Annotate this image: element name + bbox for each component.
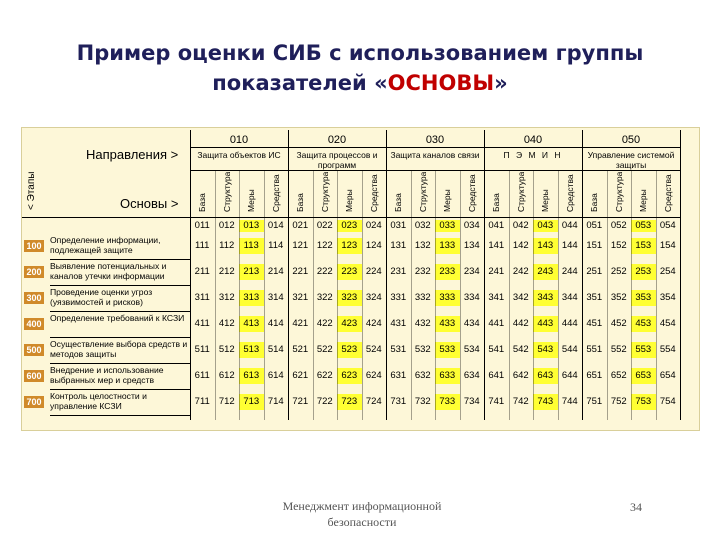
cell-154: 154: [659, 240, 676, 251]
sub-label-034: Средства: [466, 174, 477, 212]
cell-551: 551: [586, 344, 603, 355]
cell-232: 232: [414, 266, 431, 277]
sub-label-022: Структура: [319, 172, 330, 212]
row-label-400: Определение требований к КСЗИ: [50, 313, 185, 323]
cell-214: 214: [267, 266, 284, 277]
cell-744: 744: [561, 396, 578, 407]
cell-711: 711: [194, 396, 210, 407]
column-code-034: 034: [463, 220, 480, 231]
cell-522: 522: [316, 344, 333, 355]
row-label-100: Определение информации, подлежащей защите: [50, 235, 161, 255]
directions-label: Направления >: [86, 147, 179, 162]
row-label-200: Выявление потенциальных и каналов утечки информации: [50, 261, 167, 281]
column-code-013: 013: [239, 220, 264, 232]
row-code-200: 200: [24, 266, 44, 278]
cell-553: 553: [631, 342, 656, 358]
column-code-052: 052: [610, 220, 627, 231]
sub-label-042: Структура: [515, 172, 526, 212]
cell-633: 633: [435, 368, 460, 384]
cell-121: 121: [292, 240, 309, 251]
sub-label-031: База: [393, 193, 403, 212]
column-separator: [509, 170, 510, 420]
cell-213: 213: [239, 264, 264, 280]
cell-754: 754: [659, 396, 676, 407]
column-code-042: 042: [512, 220, 529, 231]
cell-323: 323: [337, 290, 362, 306]
stages-label: < Этапы: [26, 171, 37, 210]
column-separator: [558, 170, 559, 420]
column-code-054: 054: [659, 220, 676, 231]
row-code-500: 500: [24, 344, 44, 356]
sub-label-014: Средства: [270, 174, 281, 212]
group-name-030: Защита каналов связи: [390, 150, 480, 160]
sub-label-041: База: [491, 193, 501, 212]
cell-421: 421: [292, 318, 309, 329]
cell-521: 521: [292, 344, 309, 355]
cell-151: 151: [586, 240, 603, 251]
cell-354: 354: [659, 292, 676, 303]
cell-511: 511: [194, 344, 210, 355]
cell-152: 152: [610, 240, 627, 251]
column-code-043: 043: [533, 220, 558, 232]
cell-331: 331: [390, 292, 407, 303]
sub-label-023: Меры: [344, 189, 354, 212]
cell-352: 352: [610, 292, 627, 303]
cell-414: 414: [267, 318, 284, 329]
cell-622: 622: [316, 370, 333, 381]
cell-723: 723: [337, 394, 362, 410]
row-code-100: 100: [24, 240, 44, 252]
cell-532: 532: [414, 344, 431, 355]
bases-label: Основы >: [120, 196, 179, 211]
cell-222: 222: [316, 266, 333, 277]
cell-734: 734: [463, 396, 480, 407]
sub-label-053: Меры: [638, 189, 648, 212]
cell-524: 524: [365, 344, 382, 355]
cell-741: 741: [488, 396, 505, 407]
row-code-600: 600: [24, 370, 44, 382]
cell-252: 252: [610, 266, 627, 277]
cell-344: 344: [561, 292, 578, 303]
cell-334: 334: [463, 292, 480, 303]
cell-411: 411: [194, 318, 210, 329]
sub-label-032: Структура: [417, 172, 428, 212]
column-code-011: 011: [194, 220, 210, 231]
row-rule-600: [50, 389, 190, 390]
cell-751: 751: [586, 396, 603, 407]
cell-141: 141: [488, 240, 505, 251]
cell-424: 424: [365, 318, 382, 329]
cell-451: 451: [586, 318, 603, 329]
cell-253: 253: [631, 264, 656, 280]
cell-732: 732: [414, 396, 431, 407]
cell-111: 111: [195, 240, 210, 251]
cell-134: 134: [463, 240, 480, 251]
row-code-400: 400: [24, 318, 44, 330]
cell-454: 454: [659, 318, 676, 329]
cell-442: 442: [512, 318, 529, 329]
cell-223: 223: [337, 264, 362, 280]
column-separator: [582, 130, 583, 420]
cell-552: 552: [610, 344, 627, 355]
cell-324: 324: [365, 292, 382, 303]
cell-724: 724: [365, 396, 382, 407]
cell-133: 133: [435, 238, 460, 254]
cell-322: 322: [316, 292, 333, 303]
group-code-020: 020: [327, 134, 347, 146]
column-separator: [680, 130, 681, 420]
cell-231: 231: [390, 266, 407, 277]
cell-113: 113: [239, 238, 264, 254]
cell-311: 311: [194, 292, 210, 303]
cell-752: 752: [610, 396, 627, 407]
cell-153: 153: [631, 238, 656, 254]
column-separator: [631, 170, 632, 420]
column-code-014: 014: [267, 220, 284, 231]
cell-434: 434: [463, 318, 480, 329]
cell-254: 254: [659, 266, 676, 277]
cell-142: 142: [512, 240, 529, 251]
cell-342: 342: [512, 292, 529, 303]
cell-631: 631: [390, 370, 407, 381]
cell-611: 611: [194, 370, 210, 381]
column-separator: [313, 170, 314, 420]
column-separator: [386, 130, 387, 420]
group-name-010: Защита объектов ИС: [197, 150, 281, 160]
cell-653: 653: [631, 368, 656, 384]
row-rule-500: [50, 363, 190, 364]
cell-433: 433: [435, 316, 460, 332]
cell-423: 423: [337, 316, 362, 332]
cell-651: 651: [586, 370, 603, 381]
cell-243: 243: [533, 264, 558, 280]
column-code-032: 032: [414, 220, 431, 231]
cell-221: 221: [292, 266, 309, 277]
cell-541: 541: [488, 344, 505, 355]
row-label-600: Внедрение и использование выбранных мер и средств: [50, 365, 164, 385]
cell-712: 712: [218, 396, 235, 407]
sub-label-011: База: [197, 193, 207, 212]
cell-211: 211: [194, 266, 210, 277]
column-separator: [239, 170, 240, 420]
cell-413: 413: [239, 316, 264, 332]
sub-label-054: Средства: [662, 174, 673, 212]
row-label-700: Контроль целостности и управление КСЗИ: [50, 391, 147, 411]
cell-513: 513: [239, 342, 264, 358]
cell-452: 452: [610, 318, 627, 329]
cell-132: 132: [414, 240, 431, 251]
row-label-300: Проведение оценки угроз (уязвимостей и рисков): [50, 287, 153, 307]
sub-label-051: База: [589, 193, 599, 212]
cell-224: 224: [365, 266, 382, 277]
cell-512: 512: [218, 344, 235, 355]
column-separator: [264, 170, 265, 420]
column-code-023: 023: [337, 220, 362, 232]
cell-234: 234: [463, 266, 480, 277]
cell-143: 143: [533, 238, 558, 254]
cell-122: 122: [316, 240, 333, 251]
sub-label-044: Средства: [564, 174, 575, 212]
sub-label-024: Средства: [368, 174, 379, 212]
row-rule-400: [50, 337, 190, 338]
group-code-050: 050: [621, 134, 641, 146]
cell-431: 431: [390, 318, 407, 329]
cell-554: 554: [659, 344, 676, 355]
cell-654: 654: [659, 370, 676, 381]
column-separator: [288, 130, 289, 420]
column-code-031: 031: [390, 220, 407, 231]
cell-641: 641: [488, 370, 505, 381]
cell-333: 333: [435, 290, 460, 306]
cell-251: 251: [586, 266, 603, 277]
cell-144: 144: [561, 240, 578, 251]
cell-731: 731: [390, 396, 407, 407]
column-code-024: 024: [365, 220, 382, 231]
cell-621: 621: [292, 370, 309, 381]
sub-label-012: Структура: [221, 172, 232, 212]
cell-453: 453: [631, 316, 656, 332]
title-line-2: показателей «ОСНОВЫ»: [212, 71, 508, 95]
cell-531: 531: [390, 344, 407, 355]
cell-642: 642: [512, 370, 529, 381]
sub-label-021: База: [295, 193, 305, 212]
cell-341: 341: [488, 292, 505, 303]
group-name-020: Защита процессов и программ: [296, 150, 378, 170]
row-code-300: 300: [24, 292, 44, 304]
cell-412: 412: [218, 318, 235, 329]
cell-714: 714: [267, 396, 284, 407]
column-code-051: 051: [586, 220, 603, 231]
cell-612: 612: [218, 370, 235, 381]
column-separator: [533, 170, 534, 420]
cell-351: 351: [586, 292, 603, 303]
title-highlight: ОСНОВЫ: [387, 71, 495, 95]
row-rule-100: [50, 259, 190, 260]
column-separator: [190, 130, 191, 420]
sub-label-052: Структура: [613, 172, 624, 212]
column-separator: [215, 170, 216, 420]
column-separator: [656, 170, 657, 420]
cell-212: 212: [218, 266, 235, 277]
cell-332: 332: [414, 292, 431, 303]
cell-441: 441: [488, 318, 505, 329]
column-separator: [337, 170, 338, 420]
column-separator: [484, 130, 485, 420]
cell-124: 124: [365, 240, 382, 251]
slide-title: [60, 38, 660, 98]
cell-753: 753: [631, 394, 656, 410]
row-rule-700: [50, 415, 190, 416]
cell-112: 112: [219, 240, 235, 251]
column-separator: [460, 170, 461, 420]
column-code-044: 044: [561, 220, 578, 231]
cell-721: 721: [292, 396, 309, 407]
cell-624: 624: [365, 370, 382, 381]
column-separator: [362, 170, 363, 420]
cell-733: 733: [435, 394, 460, 410]
cell-644: 644: [561, 370, 578, 381]
cell-314: 314: [267, 292, 284, 303]
cell-321: 321: [292, 292, 309, 303]
cell-623: 623: [337, 368, 362, 384]
cell-312: 312: [218, 292, 235, 303]
column-separator: [435, 170, 436, 420]
cell-643: 643: [533, 368, 558, 384]
cell-422: 422: [316, 318, 333, 329]
group-code-030: 030: [425, 134, 445, 146]
cell-542: 542: [512, 344, 529, 355]
group-name-040: П Э М И Н: [503, 150, 563, 160]
footer-text: Менеджмент информационной безопасности: [282, 499, 442, 529]
column-code-012: 012: [218, 220, 235, 231]
cell-544: 544: [561, 344, 578, 355]
cell-742: 742: [512, 396, 529, 407]
sub-label-043: Меры: [540, 189, 550, 212]
cell-613: 613: [239, 368, 264, 384]
cell-313: 313: [239, 290, 264, 306]
row-rule-200: [50, 285, 190, 286]
sub-label-013: Меры: [246, 189, 256, 212]
cell-543: 543: [533, 342, 558, 358]
cell-353: 353: [631, 290, 656, 306]
column-code-033: 033: [435, 220, 460, 232]
cell-114: 114: [268, 240, 284, 251]
cell-534: 534: [463, 344, 480, 355]
cell-131: 131: [390, 240, 407, 251]
cell-614: 614: [267, 370, 284, 381]
group-code-040: 040: [523, 134, 543, 146]
row-rule-300: [50, 311, 190, 312]
cell-523: 523: [337, 342, 362, 358]
group-code-010: 010: [229, 134, 249, 146]
cell-443: 443: [533, 316, 558, 332]
cell-123: 123: [337, 238, 362, 254]
cell-244: 244: [561, 266, 578, 277]
page-number: 34: [630, 500, 642, 514]
row-label-500: Осуществление выбора средств и методов защиты: [50, 339, 188, 359]
column-code-021: 021: [292, 220, 309, 231]
column-code-022: 022: [316, 220, 333, 231]
cell-533: 533: [435, 342, 460, 358]
group-name-050: Управление системой защиты: [587, 150, 675, 170]
cell-233: 233: [435, 264, 460, 280]
cell-343: 343: [533, 290, 558, 306]
column-separator: [607, 170, 608, 420]
cell-242: 242: [512, 266, 529, 277]
cell-743: 743: [533, 394, 558, 410]
sub-label-033: Меры: [442, 189, 452, 212]
row-code-700: 700: [24, 396, 44, 408]
column-code-041: 041: [488, 220, 505, 231]
cell-652: 652: [610, 370, 627, 381]
column-separator: [411, 170, 412, 420]
cell-514: 514: [267, 344, 284, 355]
cell-444: 444: [561, 318, 578, 329]
title-line-1: Пример оценки СИБ с использованием группы: [76, 41, 644, 65]
cell-432: 432: [414, 318, 431, 329]
cell-722: 722: [316, 396, 333, 407]
cell-241: 241: [488, 266, 505, 277]
header-rule-top: [190, 147, 680, 148]
cell-634: 634: [463, 370, 480, 381]
cell-632: 632: [414, 370, 431, 381]
column-code-053: 053: [631, 220, 656, 232]
cell-713: 713: [239, 394, 264, 410]
